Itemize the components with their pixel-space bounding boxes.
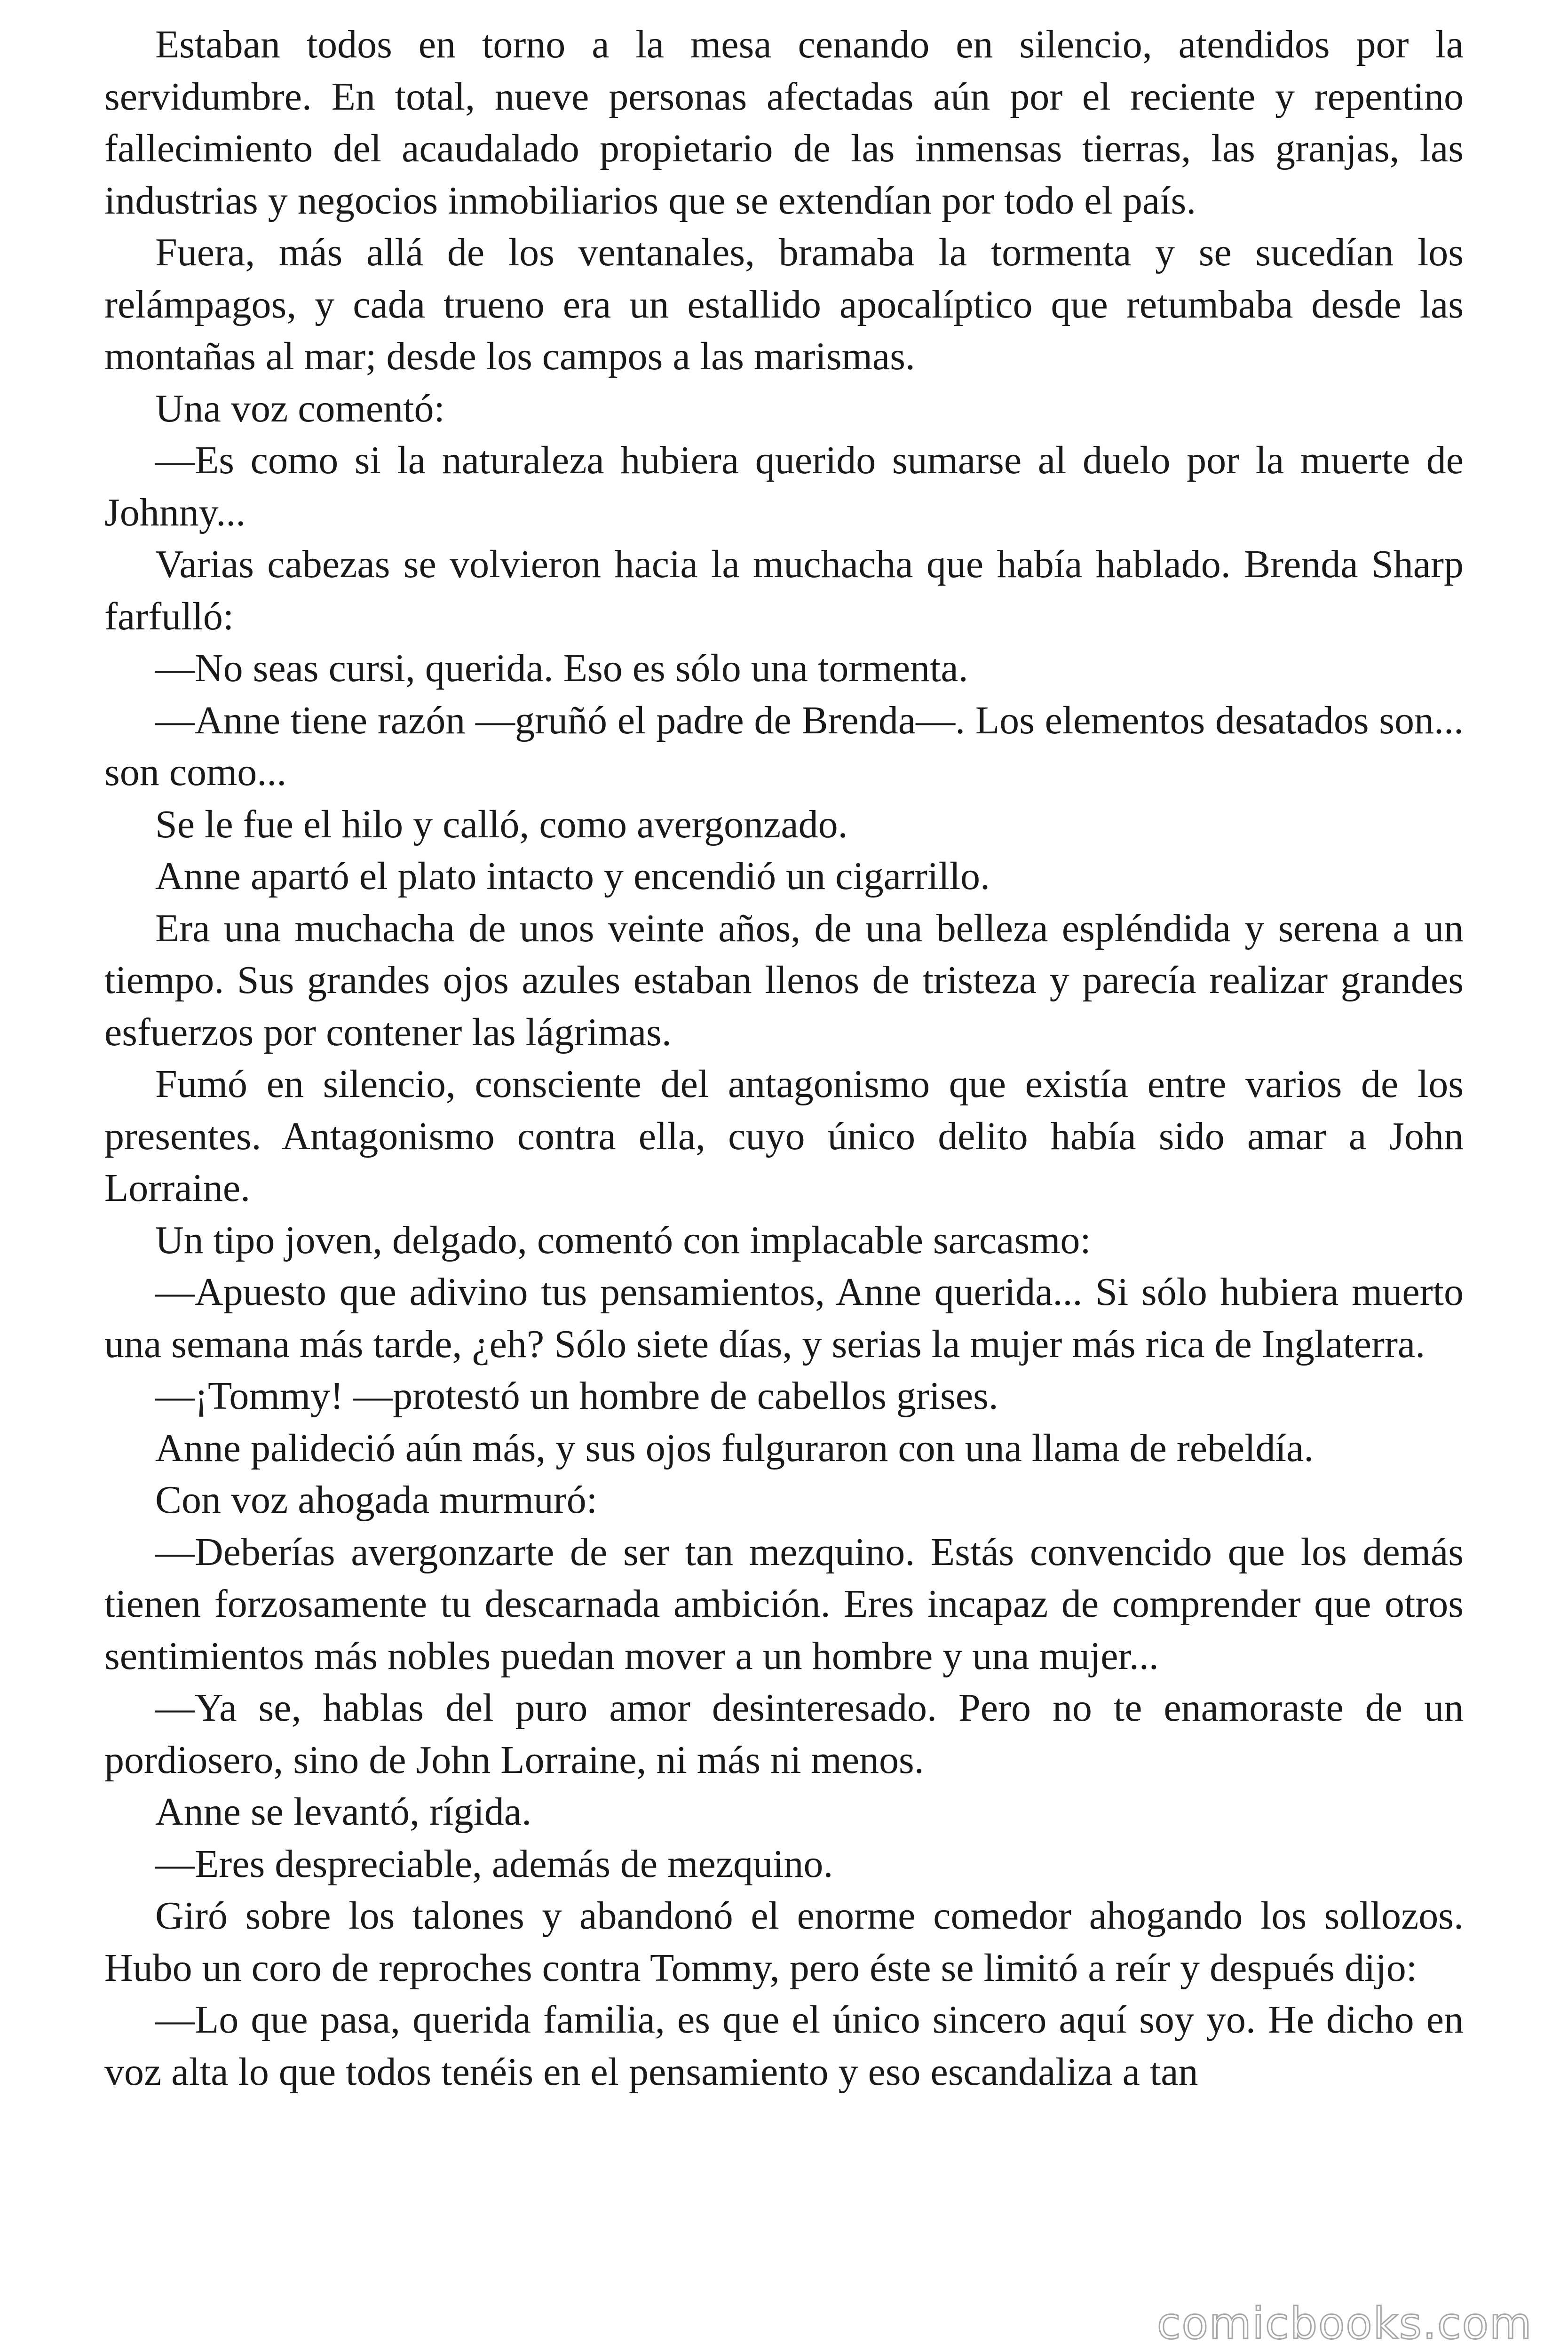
watermark: comicbooks.com — [1157, 2298, 1533, 2349]
paragraph-10: Era una muchacha de unos veinte años, de una belleza espléndida y serena a un tiempo. Sus grandes ojos azules estaban llenos de tristeza y parecía realizar grandes esfuerzos por contener las lágrimas. — [104, 906, 1464, 1054]
paragraph-6: —No seas cursi, querida. Eso es sólo una tormenta. — [155, 646, 968, 690]
paragraph-13: —Apuesto que adivino tus pensamientos, Anne querida... Si sólo hubiera muerto una semana más tarde, ¿eh? Sólo siete días, y serias la mujer más rica de Inglaterra. — [104, 1270, 1464, 1366]
paragraph-8: Se le fue el hilo y calló, como avergonzado. — [155, 802, 848, 846]
paragraph-12: Un tipo joven, delgado, comentó con implacable sarcasmo: — [155, 1218, 1091, 1262]
paragraph-19: Anne se levantó, rígida. — [155, 1790, 532, 1834]
paragraph-3: Una voz comentó: — [155, 386, 445, 430]
paragraph-17: —Deberías avergonzarte de ser tan mezquino. Estás convencido que los demás tienen forzosamente tu descarnada ambición. Eres incapaz de comprender que otros sentimientos más nobles puedan mover a un hombre y una mujer... — [104, 1530, 1464, 1678]
book-page — [104, 19, 1464, 2098]
paragraph-4: —Es como si la naturaleza hubiera querido sumarse al duelo por la muerte de Johnny... — [104, 438, 1464, 534]
paragraph-15: Anne palideció aún más, y sus ojos fulguraron con una llama de rebeldía. — [155, 1426, 1314, 1470]
paragraph-22: —Lo que pasa, querida familia, es que el único sincero aquí soy yo. He dicho en voz alta lo que todos tenéis en el pensamiento y eso escandaliza a tan — [104, 1998, 1464, 2094]
paragraph-14: —¡Tommy! —protestó un hombre de cabellos grises. — [155, 1374, 998, 1418]
paragraph-20: —Eres despreciable, además de mezquino. — [155, 1842, 833, 1886]
paragraph-2: Fuera, más allá de los ventanales, bramaba la tormenta y se sucedían los relámpagos, y cada trueno era un estallido apocalíptico que retumbaba desde las montañas al mar; desde los campos a las marismas. — [104, 230, 1464, 378]
paragraph-1: Estaban todos en torno a la mesa cenando en silencio, atendidos por la servidumbre. En total, nueve personas afectadas aún por el reciente y repentino fallecimiento del acaudalado propietario de las inmensas tierras, las granjas, las industrias y negocios inmobiliarios que se extendían por todo el país. — [104, 23, 1464, 222]
paragraph-7: —Anne tiene razón —gruñó el padre de Brenda—. Los elementos desatados son... son como... — [104, 698, 1464, 794]
paragraph-5: Varias cabezas se volvieron hacia la muchacha que había hablado. Brenda Sharp farfulló: — [104, 542, 1464, 638]
paragraph-16: Con voz ahogada murmuró: — [155, 1478, 598, 1522]
paragraph-11: Fumó en silencio, consciente del antagonismo que existía entre varios de los presentes. Antagonismo contra ella, cuyo único delito había sido amar a John Lorraine. — [104, 1062, 1464, 1210]
paragraph-21: Giró sobre los talones y abandonó el enorme comedor ahogando los sollozos. Hubo un coro de reproches contra Tommy, pero éste se limitó a reír y después dijo: — [104, 1894, 1464, 1990]
paragraph-18: —Ya se, hablas del puro amor desinteresado. Pero no te enamoraste de un pordiosero, sino de John Lorraine, ni más ni menos. — [104, 1686, 1464, 1782]
paragraph-9: Anne apartó el plato intacto y encendió un cigarrillo. — [155, 854, 990, 898]
